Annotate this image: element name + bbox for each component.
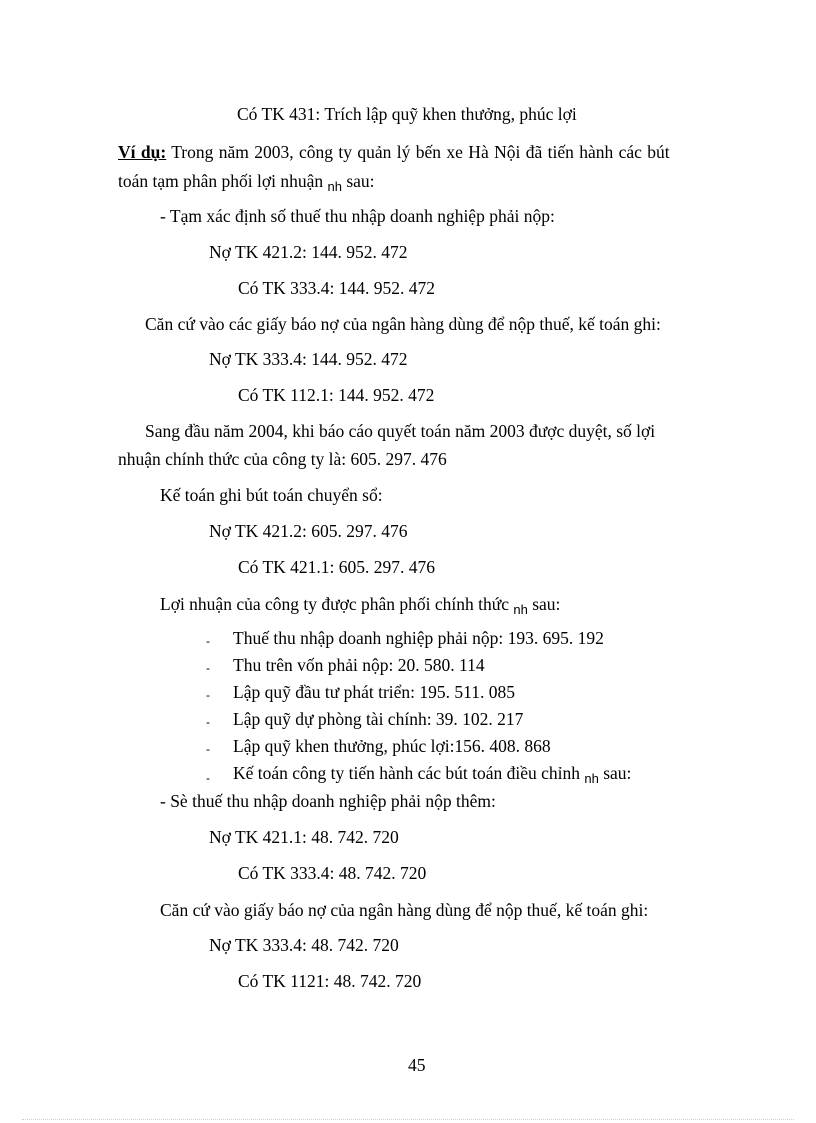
example-line-2 <box>118 170 375 194</box>
subscript-nh-3: nh <box>584 771 599 786</box>
bullet-dash-1: - <box>206 634 210 648</box>
distribution-text: Lợi nhuận của công ty được phân phối chính thức <box>160 594 514 614</box>
bullet-item-2: Thu trên vốn phải nộp: 20. 580. 114 <box>233 655 485 675</box>
bullet-dash-2: - <box>206 661 210 675</box>
line-debit-4211: Nợ TK 421.1: 48. 742. 720 <box>209 827 399 847</box>
line-year-2004: Sang đầu năm 2004, khi báo cáo quyết toán năm 2003 được duyệt, số lợi <box>145 421 656 441</box>
line-provisional-tax: - Tạm xác định số thuế thu nhập doanh nghiệp phải nộp: <box>160 206 555 226</box>
adjustment-text: Kế toán công ty tiến hành các bút toán điều chỉnh <box>233 763 585 783</box>
bullet-dash-6: - <box>206 771 210 785</box>
bullet-dash-4: - <box>206 715 210 729</box>
bullet-item-3: Lập quỹ đầu tư phát triển: 195. 511. 085 <box>233 682 515 702</box>
example-text-2: toán tạm phân phối lợi nhuận <box>118 171 328 191</box>
line-debit-4212-b: Nợ TK 421.2: 605. 297. 476 <box>209 521 408 541</box>
line-debit-3334: Nợ TK 333.4: 144. 952. 472 <box>209 349 408 369</box>
line-credit-3334-b: Có TK 333.4: 48. 742. 720 <box>238 863 427 883</box>
line-credit-3334: Có TK 333.4: 144. 952. 472 <box>238 278 436 298</box>
bullet-item-4: Lập quỹ dự phòng tài chính: 39. 102. 217 <box>233 709 524 729</box>
adjustment-text-end: sau: <box>598 763 632 783</box>
line-debit-4212: Nợ TK 421.2: 144. 952. 472 <box>209 242 408 262</box>
bullet-dash-3: - <box>206 688 210 702</box>
example-text-1: Trong năm 2003, công ty quản lý bến xe Hà Nội đã tiến hành các bút <box>166 142 670 162</box>
bullet-item-6 <box>233 762 631 786</box>
subscript-nh: nh <box>327 179 342 194</box>
line-bank-notice-2: Căn cứ vào giấy báo nợ của ngân hàng dùng để nộp thuế, kế toán ghi: <box>160 900 649 920</box>
example-line-1 <box>118 141 670 163</box>
line-additional-tax: - Sè thuế thu nhập doanh nghiệp phải nộp thêm: <box>160 791 496 811</box>
page-bottom-divider <box>22 1119 794 1120</box>
line-official-profit: nhuận chính thức của công ty là: 605. 297. 476 <box>118 449 447 469</box>
bullet-item-1: Thuế thu nhập doanh nghiệp phải nộp: 193. 695. 192 <box>233 628 604 648</box>
bullet-item-5: Lập quỹ khen thưởng, phúc lợi:156. 408. 868 <box>233 736 551 756</box>
example-text-2-end: sau: <box>341 171 375 191</box>
line-bank-notice: Căn cứ vào các giấy báo nợ của ngân hàng dùng để nộp thuế, kế toán ghi: <box>145 314 661 334</box>
line-transfer-entry: Kế toán ghi bút toán chuyển sổ: <box>160 485 383 505</box>
distribution-text-end: sau: <box>527 594 561 614</box>
line-credit-1121: Có TK 112.1: 144. 952. 472 <box>238 385 435 405</box>
example-label: Ví dụ: <box>118 142 167 162</box>
line-credit-1121-b: Có TK 1121: 48. 742. 720 <box>238 971 422 991</box>
bullet-dash-5: - <box>206 742 210 756</box>
line-credit-4211: Có TK 421.1: 605. 297. 476 <box>238 557 436 577</box>
subscript-nh-2: nh <box>513 602 528 617</box>
page-number: 45 <box>408 1055 426 1075</box>
line-credit-431: Có TK 431: Trích lập quỹ khen thưởng, phúc lợi <box>237 104 577 124</box>
line-debit-3334-b: Nợ TK 333.4: 48. 742. 720 <box>209 935 399 955</box>
line-profit-distribution <box>160 593 560 617</box>
